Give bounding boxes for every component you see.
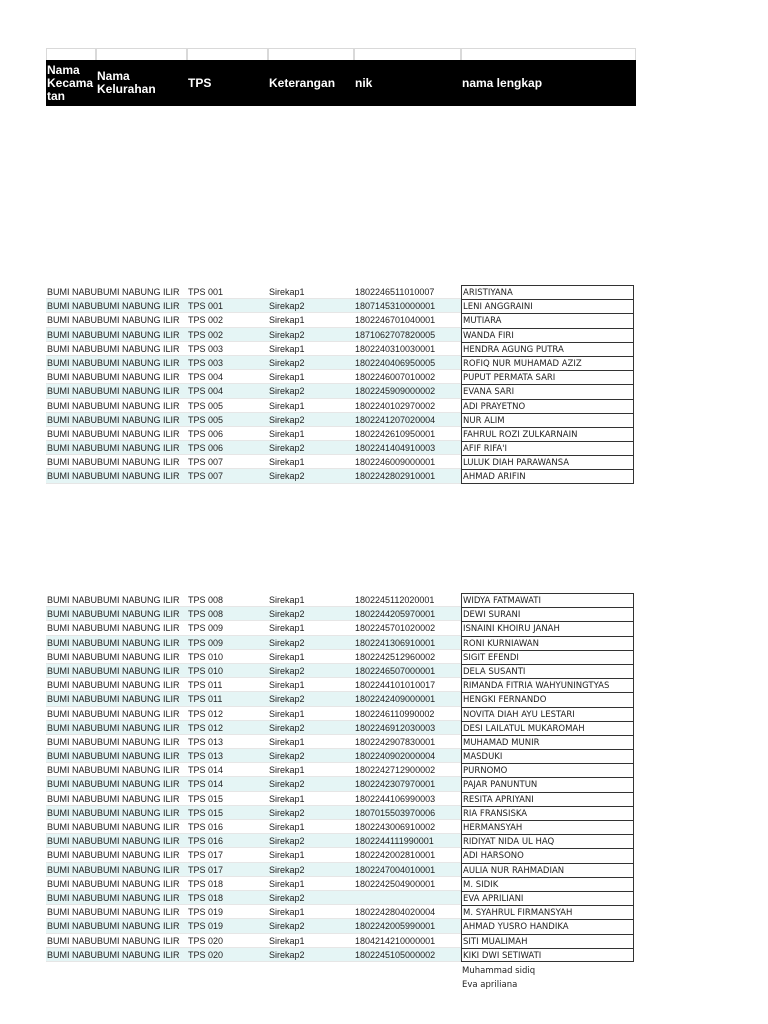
table-row (46, 621, 636, 635)
cell-tps: TPS 003 (187, 356, 268, 370)
cell-nama-lengkap: NOVITA DIAH AYU LESTARI (461, 707, 634, 721)
header-kecamatan-label: Nama Kecama tan (47, 62, 94, 103)
cell-nik: 1802241207020004 (354, 413, 461, 427)
cell-nik: 1802245105000002 (354, 948, 461, 962)
cell-tps: TPS 018 (187, 877, 268, 891)
cell-keterangan: Sirekap1 (268, 650, 354, 664)
cell-kecamatan-kelurahan: BUMI NABUBUMI NABUNG ILIR (46, 621, 187, 635)
cell-kecamatan-kelurahan: BUMI NABUBUMI NABUNG ILIR (46, 356, 187, 370)
table-row (46, 593, 636, 607)
cell-kecamatan-kelurahan: BUMI NABUBUMI NABUNG ILIR (46, 636, 187, 650)
table-row (46, 313, 636, 327)
cell-tps: TPS 014 (187, 777, 268, 791)
table-row (46, 607, 636, 621)
cell-keterangan: Sirekap2 (268, 749, 354, 763)
cell-nik: 1802242712900002 (354, 763, 461, 777)
cell-nama-lengkap: HENDRA AGUNG PUTRA (461, 342, 634, 356)
table-row (46, 299, 636, 313)
cell-tps: TPS 016 (187, 820, 268, 834)
cell-keterangan: Sirekap2 (268, 384, 354, 398)
table-row (46, 877, 636, 891)
cell-tps: TPS 007 (187, 469, 268, 483)
cell-nama-lengkap: PAJAR PANUNTUN (461, 777, 634, 791)
cell-kecamatan-kelurahan: BUMI NABUBUMI NABUNG ILIR (46, 707, 187, 721)
cell-nama-lengkap: PURNOMO (461, 763, 634, 777)
extra-name-2: Eva apriliana (462, 980, 518, 990)
header-kelurahan (96, 60, 187, 106)
cell-tps: TPS 001 (187, 299, 268, 313)
cell-keterangan: Sirekap1 (268, 370, 354, 384)
cell-nama-lengkap: FAHRUL ROZI ZULKARNAIN (461, 427, 634, 441)
cell-nik: 1802244106990003 (354, 792, 461, 806)
table-row (46, 384, 636, 398)
table-row (46, 721, 636, 735)
cell-keterangan: Sirekap1 (268, 735, 354, 749)
table-row (46, 763, 636, 777)
cell-nik: 1802244101010017 (354, 678, 461, 692)
cell-keterangan: Sirekap2 (268, 664, 354, 678)
table-row (46, 891, 636, 905)
cell-nama-lengkap: MASDUKI (461, 749, 634, 763)
cell-nama-lengkap: AULIA NUR RAHMADIAN (461, 863, 634, 877)
cell-tps: TPS 010 (187, 664, 268, 678)
table-row (46, 636, 636, 650)
cell-nama-lengkap: SIGIT EFENDI (461, 650, 634, 664)
table-row (46, 413, 636, 427)
table-row (46, 806, 636, 820)
cell-keterangan: Sirekap1 (268, 593, 354, 607)
cell-kecamatan-kelurahan: BUMI NABUBUMI NABUNG ILIR (46, 285, 187, 299)
cell-kecamatan-kelurahan: BUMI NABUBUMI NABUNG ILIR (46, 593, 187, 607)
cell-nama-lengkap: PUPUT PERMATA SARI (461, 370, 634, 384)
cell-keterangan: Sirekap1 (268, 399, 354, 413)
cell-kecamatan-kelurahan: BUMI NABUBUMI NABUNG ILIR (46, 919, 187, 933)
cell-nama-lengkap: RIMANDA FITRIA WAHYUNINGTYAS (461, 678, 634, 692)
cell-nama-lengkap: DEWI SURANI (461, 607, 634, 621)
cell-kecamatan-kelurahan: BUMI NABUBUMI NABUNG ILIR (46, 806, 187, 820)
cell-kecamatan-kelurahan: BUMI NABUBUMI NABUNG ILIR (46, 299, 187, 313)
cell-keterangan: Sirekap2 (268, 721, 354, 735)
cell-tps: TPS 017 (187, 863, 268, 877)
cell-keterangan: Sirekap2 (268, 413, 354, 427)
cell-kecamatan-kelurahan: BUMI NABUBUMI NABUNG ILIR (46, 607, 187, 621)
table-row (46, 707, 636, 721)
cell-kecamatan-kelurahan: BUMI NABUBUMI NABUNG ILIR (46, 763, 187, 777)
cell-tps: TPS 006 (187, 427, 268, 441)
cell-nama-lengkap: ARISTIYANA (461, 285, 634, 299)
cell-keterangan: Sirekap1 (268, 427, 354, 441)
cell-nik: 1802242804020004 (354, 905, 461, 919)
cell-kecamatan-kelurahan: BUMI NABUBUMI NABUNG ILIR (46, 427, 187, 441)
cell-nik: 1802245701020002 (354, 621, 461, 635)
table-row (46, 342, 636, 356)
cell-nik: 1802240902000004 (354, 749, 461, 763)
cell-keterangan: Sirekap2 (268, 441, 354, 455)
cell-kecamatan-kelurahan: BUMI NABUBUMI NABUNG ILIR (46, 413, 187, 427)
cell-nik: 1802240102970002 (354, 399, 461, 413)
cell-nik: 1807145310000001 (354, 299, 461, 313)
cell-nama-lengkap: ADI HARSONO (461, 848, 634, 862)
grid-cell (46, 48, 96, 60)
cell-nik: 1802244111990001 (354, 834, 461, 848)
cell-tps: TPS 011 (187, 678, 268, 692)
table-row (46, 399, 636, 413)
cell-nik: 1802247004010001 (354, 863, 461, 877)
header-kecamatan (46, 60, 96, 106)
cell-tps: TPS 006 (187, 441, 268, 455)
cell-tps: TPS 008 (187, 607, 268, 621)
cell-keterangan: Sirekap1 (268, 792, 354, 806)
cell-tps: TPS 009 (187, 621, 268, 635)
cell-keterangan: Sirekap1 (268, 342, 354, 356)
cell-nik: 1802242002810001 (354, 848, 461, 862)
cell-keterangan: Sirekap2 (268, 891, 354, 905)
header-tps: TPS (188, 75, 212, 90)
cell-nama-lengkap: DESI LAILATUL MUKAROMAH (461, 721, 634, 735)
cell-nik: 1802246110990002 (354, 707, 461, 721)
cell-tps: TPS 019 (187, 919, 268, 933)
cell-kecamatan-kelurahan: BUMI NABUBUMI NABUNG ILIR (46, 664, 187, 678)
cell-keterangan: Sirekap1 (268, 455, 354, 469)
cell-nama-lengkap: MUHAMAD MUNIR (461, 735, 634, 749)
table-row (46, 356, 636, 370)
grid-cell (461, 48, 636, 60)
cell-tps: TPS 020 (187, 948, 268, 962)
cell-tps: TPS 018 (187, 891, 268, 905)
cell-kecamatan-kelurahan: BUMI NABUBUMI NABUNG ILIR (46, 313, 187, 327)
cell-kecamatan-kelurahan: BUMI NABUBUMI NABUNG ILIR (46, 678, 187, 692)
cell-nik: 1802242307970001 (354, 777, 461, 791)
cell-nik: 1807015503970006 (354, 806, 461, 820)
cell-tps: TPS 001 (187, 285, 268, 299)
cell-nama-lengkap: DELA SUSANTI (461, 664, 634, 678)
cell-keterangan: Sirekap1 (268, 934, 354, 948)
table-row (46, 919, 636, 933)
cell-nik: 1802246507000001 (354, 664, 461, 678)
cell-nama-lengkap: WANDA FIRI (461, 328, 634, 342)
cell-nama-lengkap: AHMAD YUSRO HANDIKA (461, 919, 634, 933)
cell-nik: 1802242409000001 (354, 692, 461, 706)
grid-cell (268, 48, 354, 60)
cell-keterangan: Sirekap2 (268, 299, 354, 313)
table-row (46, 792, 636, 806)
table-row (46, 735, 636, 749)
table-row (46, 820, 636, 834)
cell-nama-lengkap: KIKI DWI SETIWATI (461, 948, 634, 962)
cell-nik: 1802240310030001 (354, 342, 461, 356)
cell-kecamatan-kelurahan: BUMI NABUBUMI NABUNG ILIR (46, 469, 187, 483)
cell-kecamatan-kelurahan: BUMI NABUBUMI NABUNG ILIR (46, 692, 187, 706)
table-row (46, 469, 636, 483)
header-spacer-row (46, 48, 636, 60)
cell-nik: 1802242005990001 (354, 919, 461, 933)
table-row (46, 370, 636, 384)
cell-tps: TPS 002 (187, 313, 268, 327)
cell-kecamatan-kelurahan: BUMI NABUBUMI NABUNG ILIR (46, 877, 187, 891)
cell-tps: TPS 002 (187, 328, 268, 342)
cell-keterangan: Sirekap1 (268, 313, 354, 327)
cell-tps: TPS 020 (187, 934, 268, 948)
cell-tps: TPS 011 (187, 692, 268, 706)
cell-nik: 1802242610950001 (354, 427, 461, 441)
grid-cell (187, 48, 268, 60)
cell-keterangan: Sirekap2 (268, 328, 354, 342)
cell-nama-lengkap: LENI ANGGRAINI (461, 299, 634, 313)
table-row (46, 664, 636, 678)
table-row (46, 934, 636, 948)
table-row (46, 863, 636, 877)
cell-nama-lengkap: ROFIQ NUR MUHAMAD AZIZ (461, 356, 634, 370)
cell-kecamatan-kelurahan: BUMI NABUBUMI NABUNG ILIR (46, 455, 187, 469)
table-group-2 (46, 593, 636, 962)
table-row (46, 455, 636, 469)
cell-keterangan: Sirekap2 (268, 919, 354, 933)
cell-nik: 1802243006910002 (354, 820, 461, 834)
cell-nik: 1802246511010007 (354, 285, 461, 299)
cell-nik: 1802242907830001 (354, 735, 461, 749)
cell-kecamatan-kelurahan: BUMI NABUBUMI NABUNG ILIR (46, 721, 187, 735)
table-group-1 (46, 285, 636, 484)
cell-kecamatan-kelurahan: BUMI NABUBUMI NABUNG ILIR (46, 848, 187, 862)
cell-nik: 1802240406950005 (354, 356, 461, 370)
table-row (46, 905, 636, 919)
cell-tps: TPS 014 (187, 763, 268, 777)
cell-nik: 1802242802910001 (354, 469, 461, 483)
cell-keterangan: Sirekap1 (268, 848, 354, 862)
cell-nama-lengkap: RONI KURNIAWAN (461, 636, 634, 650)
grid-cell (354, 48, 461, 60)
cell-nama-lengkap: HERMANSYAH (461, 820, 634, 834)
cell-tps: TPS 004 (187, 384, 268, 398)
cell-keterangan: Sirekap2 (268, 356, 354, 370)
cell-nama-lengkap: SITI MUALIMAH (461, 934, 634, 948)
cell-tps: TPS 016 (187, 834, 268, 848)
cell-tps: TPS 007 (187, 455, 268, 469)
cell-keterangan: Sirekap1 (268, 905, 354, 919)
cell-kecamatan-kelurahan: BUMI NABUBUMI NABUNG ILIR (46, 370, 187, 384)
cell-nama-lengkap: ADI PRAYETNO (461, 399, 634, 413)
cell-nama-lengkap: MUTIARA (461, 313, 634, 327)
header-nik: nik (355, 75, 373, 90)
extra-name-1: Muhammad sidiq (462, 966, 536, 976)
cell-tps: TPS 010 (187, 650, 268, 664)
column-header-row (46, 60, 636, 106)
cell-nik: 1804214210000001 (354, 934, 461, 948)
cell-tps: TPS 009 (187, 636, 268, 650)
cell-nama-lengkap: EVANA SARI (461, 384, 634, 398)
cell-tps: TPS 012 (187, 721, 268, 735)
sheet-header (46, 48, 636, 106)
cell-kecamatan-kelurahan: BUMI NABUBUMI NABUNG ILIR (46, 735, 187, 749)
cell-nik: 1802244205970001 (354, 607, 461, 621)
cell-kecamatan-kelurahan: BUMI NABUBUMI NABUNG ILIR (46, 650, 187, 664)
cell-nik: 1802245112020001 (354, 593, 461, 607)
cell-kecamatan-kelurahan: BUMI NABUBUMI NABUNG ILIR (46, 384, 187, 398)
cell-nik: 1802242512960002 (354, 650, 461, 664)
cell-kecamatan-kelurahan: BUMI NABUBUMI NABUNG ILIR (46, 399, 187, 413)
table-row (46, 427, 636, 441)
header-kelurahan-label: Nama Kelurahan (97, 69, 156, 96)
table-row (46, 777, 636, 791)
table-row (46, 441, 636, 455)
cell-tps: TPS 005 (187, 399, 268, 413)
cell-kecamatan-kelurahan: BUMI NABUBUMI NABUNG ILIR (46, 777, 187, 791)
cell-nama-lengkap: M. SIDIK (461, 877, 634, 891)
cell-kecamatan-kelurahan: BUMI NABUBUMI NABUNG ILIR (46, 834, 187, 848)
cell-keterangan: Sirekap2 (268, 692, 354, 706)
cell-tps: TPS 008 (187, 593, 268, 607)
cell-tps: TPS 004 (187, 370, 268, 384)
cell-tps: TPS 017 (187, 848, 268, 862)
cell-keterangan: Sirekap2 (268, 607, 354, 621)
cell-keterangan: Sirekap1 (268, 707, 354, 721)
table-row (46, 749, 636, 763)
cell-kecamatan-kelurahan: BUMI NABUBUMI NABUNG ILIR (46, 934, 187, 948)
cell-nik: 1802246701040001 (354, 313, 461, 327)
cell-nik: 1802241404910003 (354, 441, 461, 455)
header-nama-lengkap: nama lengkap (462, 75, 543, 90)
table-row (46, 328, 636, 342)
cell-tps: TPS 013 (187, 735, 268, 749)
table-row (46, 948, 636, 962)
cell-nama-lengkap: NUR ALIM (461, 413, 634, 427)
cell-keterangan: Sirekap1 (268, 678, 354, 692)
cell-kecamatan-kelurahan: BUMI NABUBUMI NABUNG ILIR (46, 792, 187, 806)
cell-keterangan: Sirekap2 (268, 636, 354, 650)
cell-kecamatan-kelurahan: BUMI NABUBUMI NABUNG ILIR (46, 863, 187, 877)
cell-kecamatan-kelurahan: BUMI NABUBUMI NABUNG ILIR (46, 749, 187, 763)
cell-nik: 1802242504900001 (354, 877, 461, 891)
cell-nama-lengkap: AHMAD ARIFIN (461, 469, 634, 483)
header-keterangan: Keterangan (269, 75, 336, 90)
cell-tps: TPS 015 (187, 792, 268, 806)
cell-nama-lengkap: M. SYAHRUL FIRMANSYAH (461, 905, 634, 919)
cell-nama-lengkap: ISNAINI KHOIRU JANAH (461, 621, 634, 635)
cell-keterangan: Sirekap1 (268, 877, 354, 891)
cell-keterangan: Sirekap2 (268, 806, 354, 820)
cell-nama-lengkap: RIA FRANSISKA (461, 806, 634, 820)
cell-kecamatan-kelurahan: BUMI NABUBUMI NABUNG ILIR (46, 820, 187, 834)
cell-keterangan: Sirekap2 (268, 948, 354, 962)
table-row (46, 848, 636, 862)
cell-tps: TPS 003 (187, 342, 268, 356)
cell-nama-lengkap: EVA APRILIANI (461, 891, 634, 905)
cell-nama-lengkap: WIDYA FATMAWATI (461, 593, 634, 607)
cell-nik: 1802245909000002 (354, 384, 461, 398)
cell-nama-lengkap: LULUK DIAH PARAWANSA (461, 455, 634, 469)
cell-nik: 1802246009000001 (354, 455, 461, 469)
cell-kecamatan-kelurahan: BUMI NABUBUMI NABUNG ILIR (46, 891, 187, 905)
cell-nik (354, 891, 461, 905)
cell-nik: 1871062707820005 (354, 328, 461, 342)
table-row (46, 650, 636, 664)
grid-cell (96, 48, 187, 60)
table-row (46, 834, 636, 848)
cell-nik: 1802246912030003 (354, 721, 461, 735)
cell-nama-lengkap: AFIF RIFA'I (461, 441, 634, 455)
table-row (46, 678, 636, 692)
cell-tps: TPS 005 (187, 413, 268, 427)
table-row (46, 692, 636, 706)
cell-tps: TPS 013 (187, 749, 268, 763)
cell-keterangan: Sirekap2 (268, 834, 354, 848)
cell-nama-lengkap: RESITA APRIYANI (461, 792, 634, 806)
cell-keterangan: Sirekap2 (268, 469, 354, 483)
cell-kecamatan-kelurahan: BUMI NABUBUMI NABUNG ILIR (46, 905, 187, 919)
cell-keterangan: Sirekap1 (268, 820, 354, 834)
table-row (46, 285, 636, 299)
cell-tps: TPS 012 (187, 707, 268, 721)
cell-keterangan: Sirekap1 (268, 285, 354, 299)
cell-nik: 1802246007010002 (354, 370, 461, 384)
cell-kecamatan-kelurahan: BUMI NABUBUMI NABUNG ILIR (46, 328, 187, 342)
cell-tps: TPS 015 (187, 806, 268, 820)
cell-keterangan: Sirekap2 (268, 777, 354, 791)
cell-keterangan: Sirekap2 (268, 863, 354, 877)
cell-kecamatan-kelurahan: BUMI NABUBUMI NABUNG ILIR (46, 441, 187, 455)
cell-kecamatan-kelurahan: BUMI NABUBUMI NABUNG ILIR (46, 342, 187, 356)
cell-keterangan: Sirekap1 (268, 621, 354, 635)
cell-nama-lengkap: RIDIYAT NIDA UL HAQ (461, 834, 634, 848)
cell-tps: TPS 019 (187, 905, 268, 919)
cell-nama-lengkap: HENGKI FERNANDO (461, 692, 634, 706)
cell-nik: 1802241306910001 (354, 636, 461, 650)
cell-keterangan: Sirekap1 (268, 763, 354, 777)
cell-kecamatan-kelurahan: BUMI NABUBUMI NABUNG ILIR (46, 948, 187, 962)
